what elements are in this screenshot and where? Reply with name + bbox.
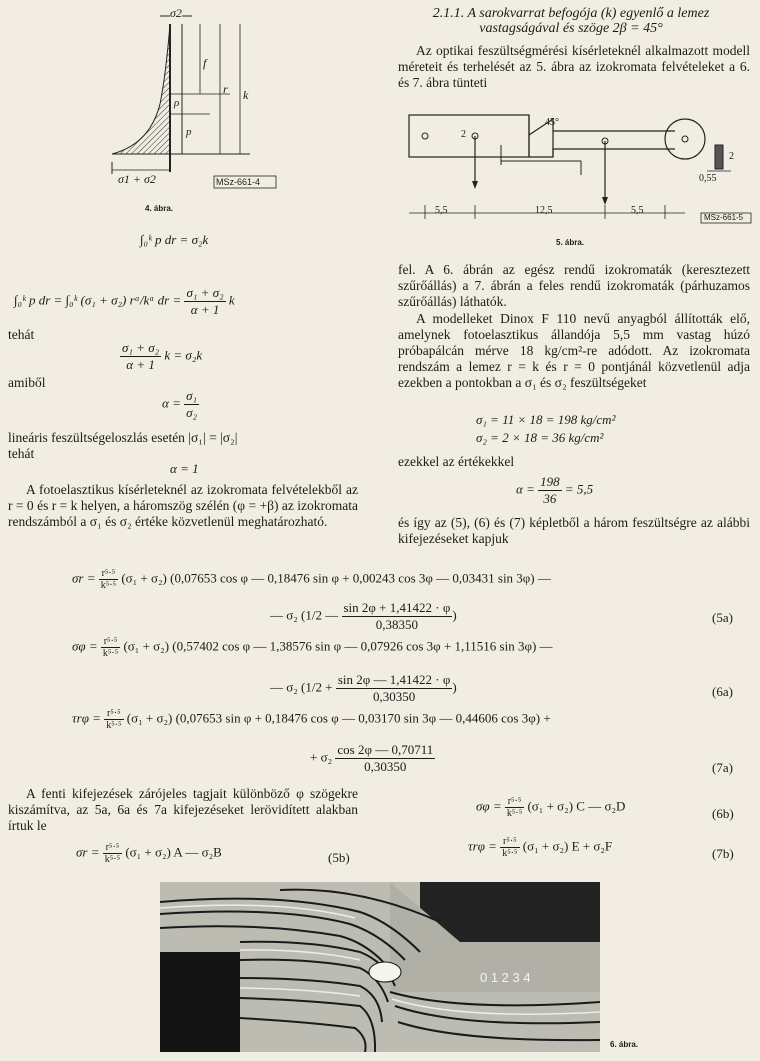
- eq-7a-line1: [72, 708, 551, 731]
- eq-6a-line1: [72, 636, 553, 659]
- alpha-frac-n: 198: [540, 474, 560, 489]
- fig4-k-label: k: [243, 88, 249, 102]
- eq-7b: [468, 836, 612, 859]
- fig5-dim-1: 5,5: [435, 205, 448, 216]
- eq-7a-lhs: τrφ =: [72, 710, 101, 726]
- eq-7a-line2: [310, 742, 435, 775]
- eq-5a-l2-d: 0,38350: [342, 616, 453, 633]
- sigma2-line: σ₂ = 2 × 18 = 36 kg/cm²: [476, 430, 604, 445]
- figure-6-photo: [160, 882, 600, 1052]
- fig5-angle: 45°: [545, 117, 559, 128]
- eq-5a-line2: [270, 600, 457, 633]
- eq-5b: [76, 842, 222, 865]
- eq-7b-frac-n: r⁵·⁵: [503, 836, 517, 847]
- left-eq4: [162, 388, 199, 421]
- left-para1: A fotoelasztikus kísérleteknél az izokromata felvételekből az r = 0 és r = k helyen, a háromszög szélén (φ = +β) az izokromata rendszámból a σ₁ és σ₂ értéke közvetlenül meghatározható.: [8, 482, 358, 529]
- figure-6-fringes: [160, 882, 600, 1052]
- amibol: amiből: [8, 375, 46, 390]
- eq-5b-number: (5b): [328, 850, 350, 865]
- eq-5a-l2-n: sin 2φ + 1,41422 · φ: [343, 600, 451, 615]
- eq-6a-frac-d: k⁵·⁵: [102, 648, 119, 659]
- left-eq2-right: k: [228, 292, 235, 308]
- linear-line: lineáris feszültségeloszlás esetén |σ₁| = |σ₂|: [8, 430, 238, 445]
- fig4-sigma2-label: σ2: [170, 6, 182, 20]
- ezekkel: ezekkel az értékekkel: [398, 454, 515, 469]
- left-eq4-frac: [184, 388, 199, 421]
- eq-6b: [476, 796, 625, 819]
- eq-5b-lhs: σr =: [76, 844, 100, 860]
- left-eq2-left: ∫₀ᵏ p dr = ∫₀ᵏ (σ₁ + σ₂) rᵅ/kᵅ dr =: [14, 292, 185, 308]
- section-heading: 2.1.1. A sarokvarrat befogója (k) egyenlő a lemez vastagságával és szöge 2β = 45°: [432, 6, 710, 36]
- bottom-para: A fenti kifejezések zárójeles tagjait különböző φ szögekre kiszámítva, az 5a, 6a és 7a kifejezéseket lerövidített alakban írtuk le: [8, 786, 358, 833]
- left-eq3-frac-n: σ₁ + σ₂: [122, 340, 160, 355]
- eq-5a-l2-mid: —: [322, 607, 342, 623]
- eq-6a-frac-n: r⁵·⁵: [103, 636, 118, 647]
- tehat-1: tehát: [8, 327, 35, 342]
- eq-7a-l2-d: 0,30350: [335, 758, 435, 775]
- eq-7a-frac-n: r⁵·⁵: [107, 708, 121, 719]
- fig4-bottom-label: σ1 + σ2: [118, 172, 156, 186]
- eq-6a-body: (σ₁ + σ₂) (0,57402 cos φ — 1,38576 sin φ — 0,07926 cos 3φ + 1,11516 sin 3φ) —: [123, 638, 553, 654]
- eq-7a-l2-frac: [335, 742, 435, 775]
- eq-6a-l2-frac: [336, 672, 453, 705]
- eq-5a-frac-n: r⁵·⁵: [101, 568, 116, 579]
- figure-5-drawing: [395, 105, 755, 233]
- left-eq4-frac-n: σ₁: [186, 388, 198, 403]
- fig5-side-t: 0,55: [699, 173, 717, 184]
- eq-7a-body: (σ₁ + σ₂) (0,07653 sin φ + 0,18476 cos φ — 0,03170 sin 3φ — 0,44606 cos 3φ) +: [126, 710, 551, 726]
- right-para2: fel. A 6. ábrán az egész rendű izokromaták (keresztezett szűrőállás) a 7. ábrán a feles rendű izokromaták (párhuzamos szűrőállás) láthatók.: [398, 262, 750, 309]
- fig6-caption: 6. ábra.: [610, 1040, 639, 1049]
- fig4-f-label: f: [203, 56, 207, 70]
- sigma1-line: σ₁ = 11 × 18 = 198 kg/cm²: [476, 412, 616, 427]
- eq-6a-lhs: σφ =: [72, 638, 98, 654]
- right-para3: A modelleket Dinox F 110 nevű anyagból állították elő, amelynek fotoelasztikus állandója 5,5 mm vastag húzó próbapálcán mérve 18 kg/cm²-re adódott. Az izokromata rendszám a lemez r = k és r = 0 pontjánál közvetlenül adja ezekben a pontokban a σ₁ és σ₂ feszültségeket: [398, 311, 750, 390]
- right-para4: és így az (5), (6) és (7) képletből a három feszültségre az alábbi kifejezéseket kapjuk: [398, 515, 750, 546]
- eq-5a-frac-d: k⁵·⁵: [100, 580, 117, 591]
- eq-6b-frac: [505, 796, 524, 819]
- fig4-stamp: MSz-661-4: [216, 177, 261, 187]
- eq-6a-number: (6a): [712, 684, 733, 699]
- eq-6a-l2-mid: +: [322, 679, 336, 695]
- alpha-right: = 5,5: [564, 481, 594, 497]
- eq-7a-l2-left: + σ₂: [310, 749, 333, 765]
- eq-5a-number: (5a): [712, 610, 733, 625]
- eq-5a-l2-left: — σ₂ (: [270, 607, 306, 623]
- left-eq2-frac-d: α + 1: [184, 301, 225, 318]
- eq-6b-number: (6b): [712, 806, 734, 821]
- left-eq4-left: α =: [162, 395, 185, 411]
- eq-7b-rhs: (σ₁ + σ₂) E + σ₂F: [522, 838, 613, 854]
- left-eq2-frac: [184, 285, 225, 318]
- fig6-photo-text: 0 1 2 3 4: [480, 970, 531, 985]
- alpha-frac-d: 36: [538, 490, 562, 507]
- eq-7a-frac: [104, 708, 123, 731]
- figure-5: [395, 105, 755, 233]
- eq-6b-lhs: σφ =: [476, 798, 502, 814]
- figure-4-drawing: [100, 4, 290, 200]
- eq-5a-l2-frac: [342, 600, 453, 633]
- eq-6a-l2-half: 1/2: [305, 679, 322, 695]
- eq-5a-body: (σ₁ + σ₂) (0,07653 cos φ — 0,18476 sin φ + 0,00243 cos 3φ — 0,03431 sin 3φ) —: [121, 570, 551, 586]
- eq-7a-l2-n: cos 2φ — 0,70711: [337, 742, 434, 757]
- left-eq1: ∫₀ᵏ p dr = σ₂k: [140, 232, 209, 247]
- fig5-thickness: 2: [461, 129, 466, 140]
- eq-7a-frac-d: k⁵·⁵: [106, 720, 122, 731]
- fig5-dim-3: 5,5: [631, 205, 644, 216]
- eq-5a-line1: [72, 568, 551, 591]
- eq-7b-lhs: τrφ =: [468, 838, 497, 854]
- eq-5a-l2-half: 1/2: [305, 607, 322, 623]
- eq-6a-l2-left: — σ₂ (: [270, 679, 306, 695]
- fig5-caption: 5. ábra.: [556, 238, 585, 247]
- eq-5a-lhs: σr =: [72, 570, 96, 586]
- right-para1: Az optikai feszültségmérési kísérleteknél alkalmazott modell méreteit és terhelését az 5. ábra az izokromata felvételeket a 6. és 7. ábra tünteti: [398, 43, 750, 90]
- eq-6b-frac-n: r⁵·⁵: [507, 796, 522, 807]
- left-eq3-frac-d: α + 1: [120, 356, 161, 373]
- fig5-dim-2: 12,5: [535, 205, 553, 216]
- left-eq2-frac-n: σ₁ + σ₂: [186, 285, 224, 300]
- eq-6a-l2-n: sin 2φ — 1,41422 · φ: [337, 672, 451, 687]
- alpha-frac: [538, 474, 562, 507]
- eq-5a-l2-right: ): [452, 607, 457, 623]
- eq-5b-rhs: (σ₁ + σ₂) A — σ₂B: [125, 844, 222, 860]
- eq-6a-l2-right: ): [452, 679, 457, 695]
- alpha-eq: [516, 474, 593, 507]
- fig4-caption: 4. ábra.: [145, 204, 174, 213]
- eq-6b-frac-d: k⁵·⁵: [506, 808, 523, 819]
- eq-6b-rhs: (σ₁ + σ₂) C — σ₂D: [527, 798, 626, 814]
- left-eq5: α = 1: [170, 461, 199, 476]
- figure-4: [100, 4, 290, 200]
- alpha-left: α =: [516, 481, 539, 497]
- eq-5b-frac-d: k⁵·⁵: [104, 854, 121, 865]
- eq-7b-frac-d: k⁵·⁵: [502, 848, 518, 859]
- eq-7b-frac: [500, 836, 519, 859]
- eq-5b-frac-n: r⁵·⁵: [105, 842, 120, 853]
- eq-6a-l2-d: 0,30350: [336, 688, 453, 705]
- eq-7a-number: (7a): [712, 760, 733, 775]
- fig5-side-h: 2: [729, 151, 734, 162]
- fig4-r-label: r: [223, 82, 228, 96]
- left-eq3: [120, 340, 202, 373]
- eq-5a-frac: [99, 568, 118, 591]
- eq-6a-frac: [101, 636, 120, 659]
- left-eq4-frac-d: σ₂: [186, 405, 198, 420]
- fig4-p-label: p: [186, 126, 192, 138]
- eq-6a-line2: [270, 672, 457, 705]
- eq-7b-number: (7b): [712, 846, 734, 861]
- fig5-stamp: MSz-661-5: [704, 213, 744, 222]
- left-eq2: [14, 285, 235, 318]
- left-eq3-right: k = σ₂k: [164, 347, 203, 363]
- fig4-rho-label: ρ: [174, 97, 180, 109]
- eq-5b-frac: [103, 842, 122, 865]
- tehat-2: tehát: [8, 446, 35, 461]
- left-eq3-frac: [120, 340, 161, 373]
